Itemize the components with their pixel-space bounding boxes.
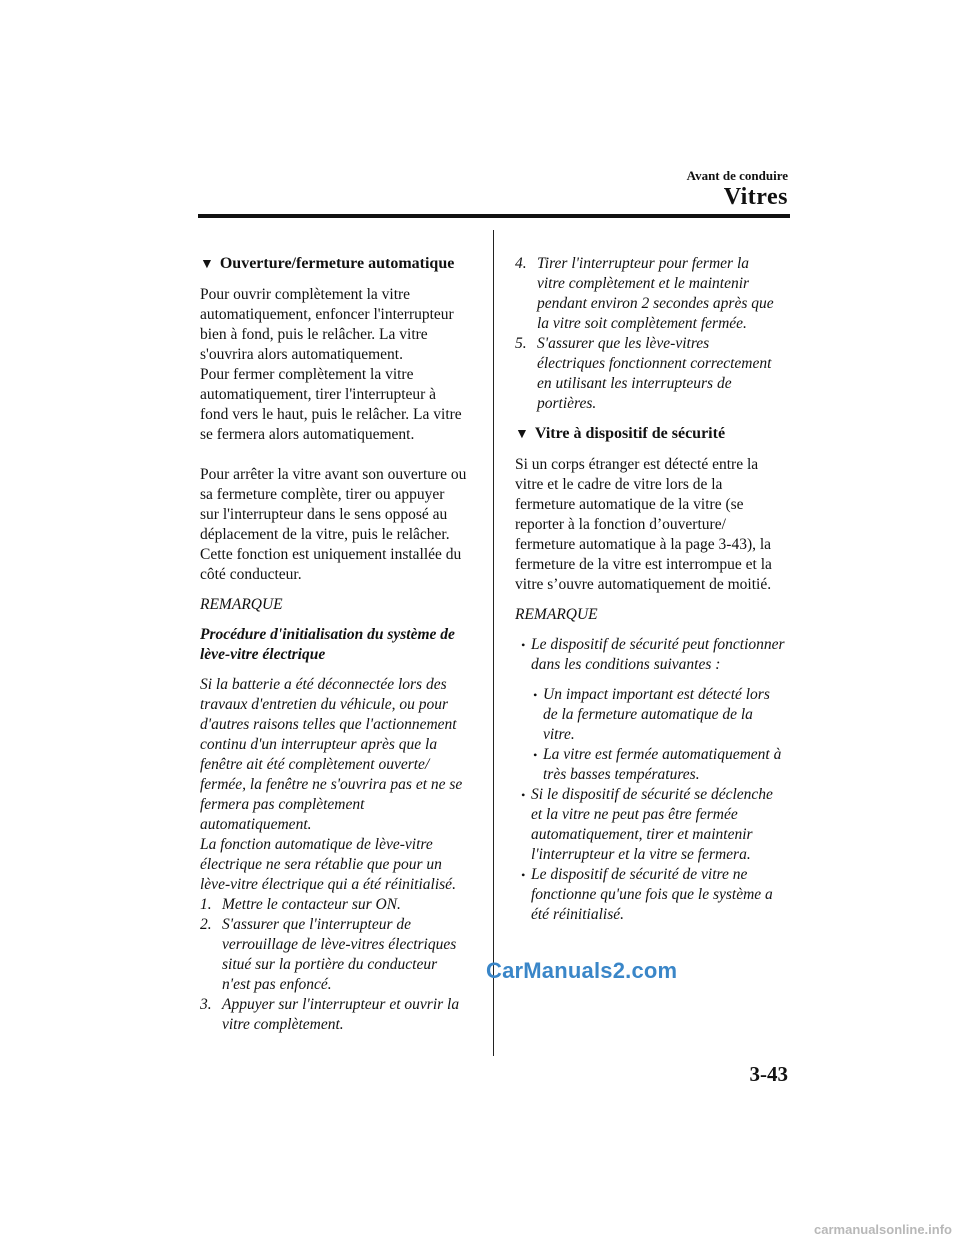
note-label: REMARQUE (515, 606, 598, 623)
list-item-step-3: 3. Appuyer sur l'interrupteur et ouvrir la vitre complètement. (200, 996, 460, 1033)
note-label: REMARQUE (200, 596, 283, 613)
page-number: 3-43 (749, 1062, 788, 1086)
list-item-bullet: • Un impact important est détecté lors de la fermeture automatique de la vitre. (533, 686, 770, 743)
section-heading-auto (200, 254, 480, 275)
page-title: Vitres (723, 184, 788, 210)
footer-site-link[interactable]: carmanualsonline.info (814, 1222, 952, 1237)
paragraph-open-close: Pour ouvrir complètement la vitre automatiquement, enfoncer l'interrupteur bien à fond, puis le relâcher. La vitre s'ouvrira alors automatiquement. Pour fermer complètement la vitre automatiquement, tirer l'interrupteur à fond vers le haut, puis le relâcher. La vitre se fermera alors automatiquement. (200, 286, 462, 443)
list-item-step-1: 1. Mettre le contacteur sur ON. (200, 896, 401, 913)
list-item-bullet: • Le dispositif de sécurité peut fonctionner dans les conditions suivantes : (521, 636, 785, 673)
list-item-bullet: • Le dispositif de sécurité de vitre ne fonctionne qu'une fois que le système a été réinitialisé. (521, 866, 773, 923)
left-column (200, 254, 480, 1035)
triangle-down-icon: ▼ (515, 427, 529, 442)
right-column (515, 254, 795, 925)
bullet-icon: • (521, 638, 526, 652)
header-rule (198, 214, 790, 218)
column-divider (493, 230, 494, 1056)
bullet-icon: • (533, 688, 538, 702)
paragraph-safety: Si un corps étranger est détecté entre la vitre et le cadre de vitre lors de la fermeture automatique de la vitre (se reporter à la fonction d’ouverture/ fermeture automatique à la page 3-43), la fermeture de la vitre est interrompue et la vitre s’ouvre automatiquement de moitié. (515, 456, 772, 593)
bullet-icon: • (521, 788, 526, 802)
paragraph-stop-window: Pour arrêter la vitre avant son ouverture ou sa fermeture complète, tirer ou appuyer sur l'interrupteur dans le sens opposé au déplacement de la vitre, puis le relâcher. Cette fonction est uniquement installée du côté conducteur. (200, 466, 467, 583)
list-item-step-5: 5. S'assurer que les lève-vitres électriques fonctionnent correctement en utilisant les interrupteurs de portières. (515, 335, 772, 412)
list-item-step-4: 4. Tirer l'interrupteur pour fermer la vitre complètement et le maintenir pendant environ 2 secondes après que la vitre soit complètement fermée. (515, 255, 774, 332)
section-heading-safety (515, 424, 795, 445)
watermark-logo[interactable]: CarManuals2.com (486, 958, 678, 983)
header-section-label: Avant de conduire (686, 168, 788, 183)
section-heading-auto-text: Ouverture/fermeture automatique (219, 255, 455, 272)
list-item-bullet: • La vitre est fermée automatiquement à très basses températures. (533, 746, 782, 783)
bullet-icon: • (521, 868, 526, 882)
note-body: Si la batterie a été déconnectée lors des travaux d'entretien du véhicule, ou pour d'autres raisons telles que l'actionnement continu d'un interrupteur après que la fenêtre ait été complètement ouverte/ fermée, la fenêtre ne s'ouvrira pas et ne se fermera pas complètement automatiquement. La fonction automatique de lève-vitre électrique ne sera rétablie que pour un lève-vitre électrique qui a été réinitialisé. (200, 676, 463, 893)
procedure-title: Procédure d'initialisation du système de lève-vitre électrique (200, 626, 455, 663)
triangle-down-icon: ▼ (200, 257, 214, 272)
list-item-bullet: • Si le dispositif de sécurité se déclenche et la vitre ne peut pas être fermée automatiquement, tirer et maintenir l'interrupteur et la vitre se fermera. (521, 786, 773, 863)
bullet-icon: • (533, 748, 538, 762)
list-item-step-2: 2. S'assurer que l'interrupteur de verrouillage de lève-vitres électriques situé sur la portière du conducteur n'est pas enfoncé. (200, 916, 457, 993)
section-heading-safety-text: Vitre à dispositif de sécurité (534, 425, 726, 442)
